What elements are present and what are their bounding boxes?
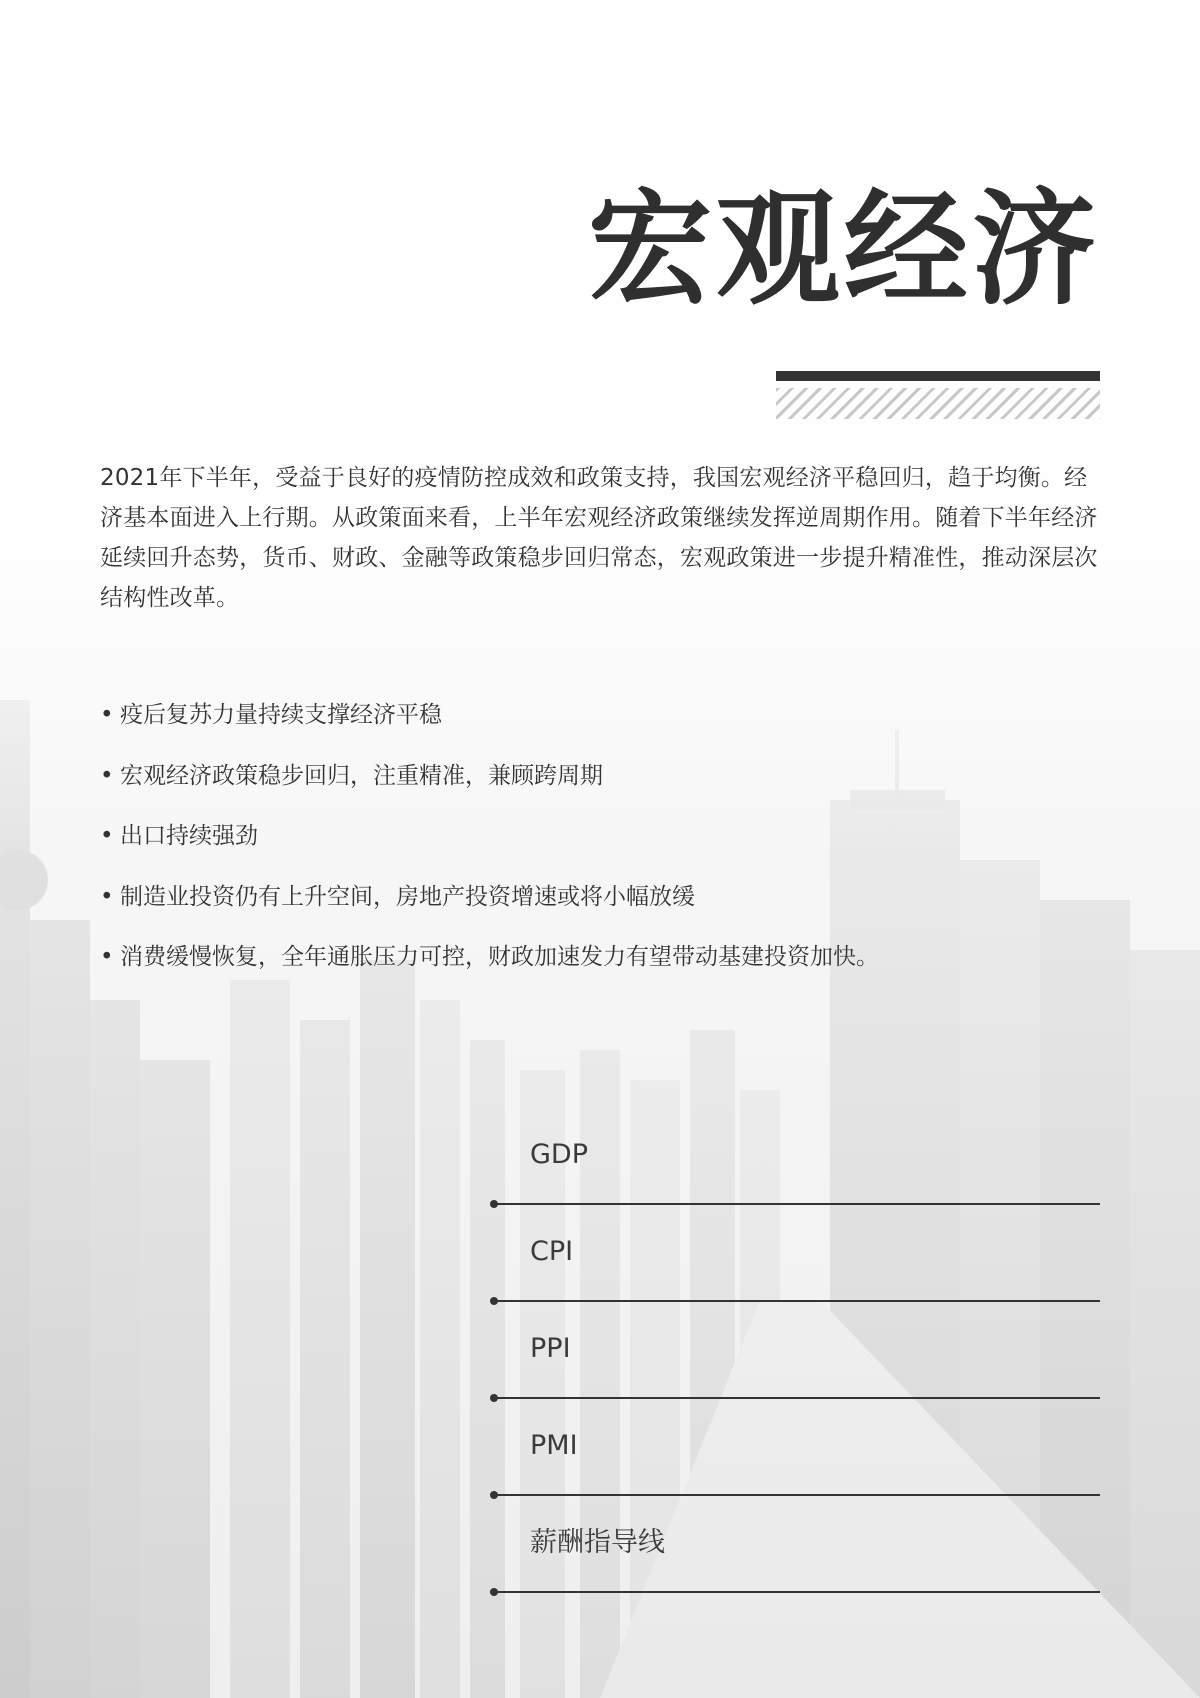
indicator-list	[490, 1135, 1100, 1620]
page-title: 宏观经济	[587, 178, 1100, 322]
indicator-label: 薪酬指导线	[530, 1527, 665, 1558]
indicator-divider	[494, 1591, 1100, 1593]
indicator-divider	[494, 1397, 1100, 1399]
indicator-divider	[494, 1494, 1100, 1496]
indicator-item-ppi	[490, 1329, 1100, 1426]
indicator-label: PMI	[530, 1430, 578, 1461]
indicator-label: PPI	[530, 1333, 571, 1364]
indicator-divider	[494, 1300, 1100, 1302]
indicator-item-gdp	[490, 1135, 1100, 1232]
indicator-item-salary-guideline	[490, 1523, 1100, 1620]
indicator-divider	[494, 1203, 1100, 1205]
key-points-list	[100, 700, 879, 1003]
bullet-dot-icon: •	[100, 702, 114, 728]
intro-paragraph: 2021年下半年，受益于良好的疫情防控成效和政策支持，我国宏观经济平稳回归，趋于均衡。经济基本面进入上行期。从政策面来看，上半年宏观经济政策继续发挥逆周期作用。随着下半年经济延续回升态势，货币、财政、金融等政策稳步回归常态，宏观政策进一步提升精准性，推动深层次结构性改革。	[100, 465, 1098, 611]
indicator-item-cpi	[490, 1232, 1100, 1329]
indicator-label: GDP	[530, 1139, 588, 1170]
indicator-label: CPI	[530, 1236, 574, 1267]
key-point: • 制造业投资仍有上升空间，房地产投资增速或将小幅放缓	[100, 883, 695, 910]
bullet-dot-icon: •	[100, 823, 114, 849]
title-hatch-decoration	[776, 388, 1100, 419]
bullet-dot-icon: •	[100, 944, 114, 970]
key-point: • 疫后复苏力量持续支撑经济平稳	[100, 702, 442, 728]
key-point: • 出口持续强劲	[100, 823, 258, 849]
indicator-item-pmi	[490, 1426, 1100, 1523]
key-point: • 宏观经济政策稳步回归，注重精准，兼顾跨周期	[100, 762, 603, 789]
bullet-dot-icon: •	[100, 762, 114, 789]
title-underline-bar	[776, 371, 1100, 381]
bullet-dot-icon: •	[100, 883, 114, 910]
key-point: • 消费缓慢恢复，全年通胀压力可控，财政加速发力有望带动基建投资加快。	[100, 944, 879, 970]
